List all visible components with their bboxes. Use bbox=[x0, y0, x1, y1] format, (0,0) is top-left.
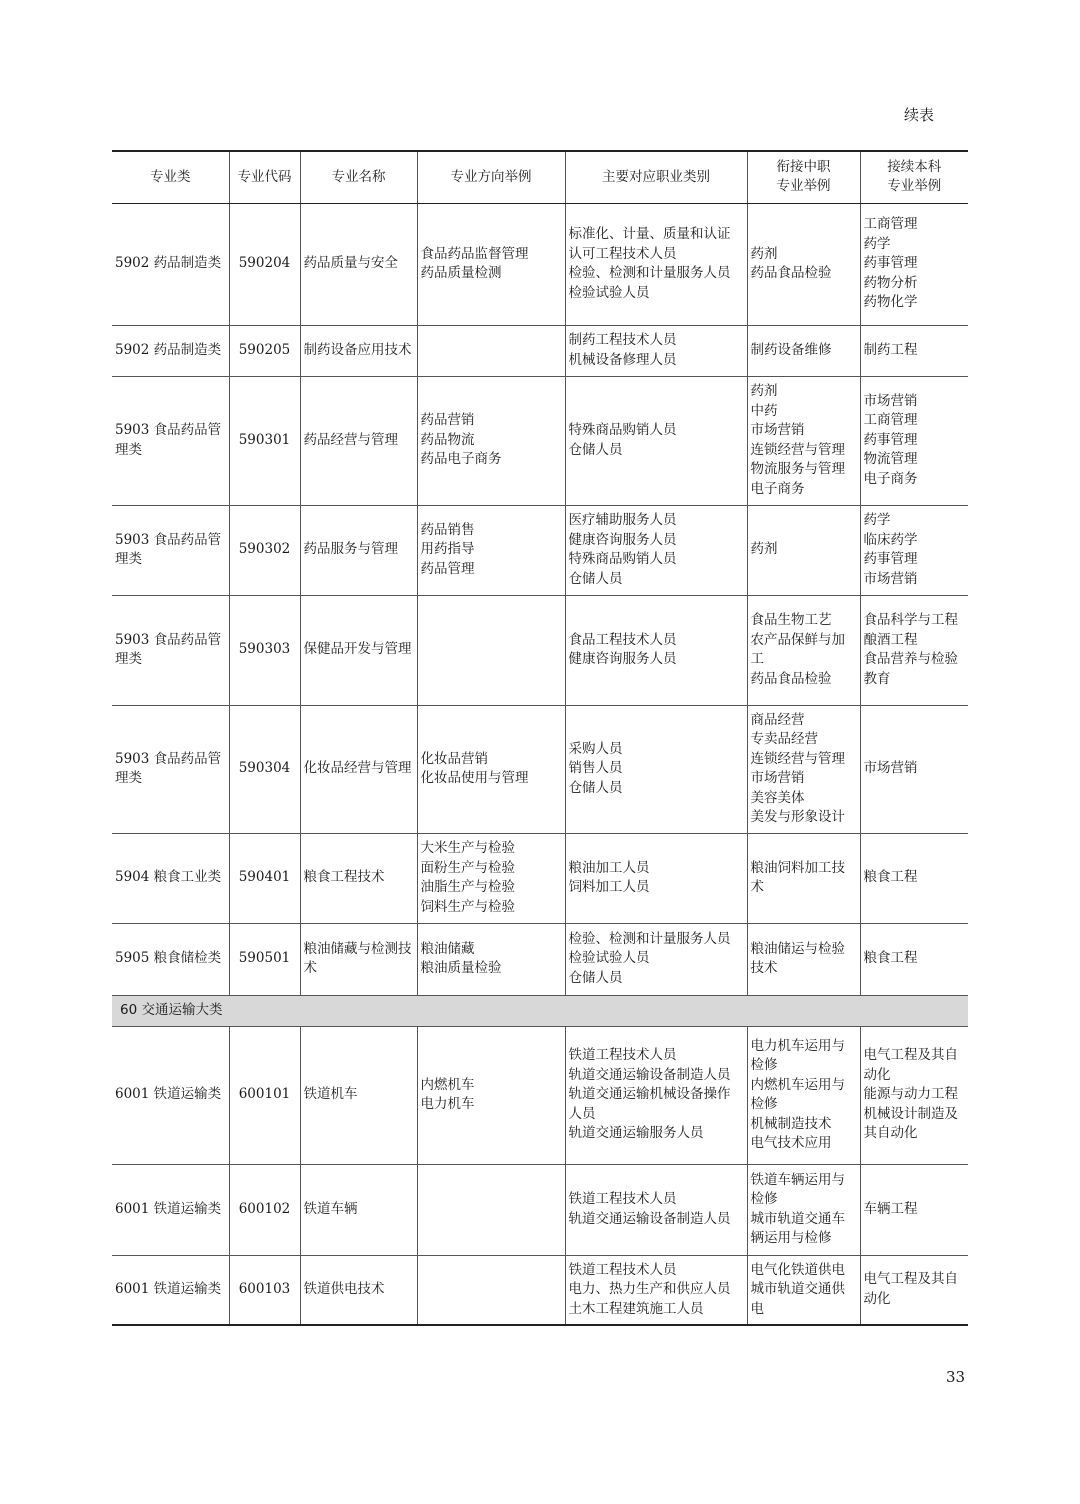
cell-occupations bbox=[565, 325, 747, 376]
cell-name: 药品质量与安全 bbox=[300, 203, 417, 325]
cell-line: 药品食品检验 bbox=[750, 265, 832, 281]
cell-line: 农产品保鲜与加工 bbox=[750, 631, 845, 667]
cell-directions bbox=[417, 1164, 565, 1255]
cell-secondary bbox=[747, 325, 860, 376]
header-category: 专业类 bbox=[112, 151, 229, 203]
cell-line: 粮油饲料加工技术 bbox=[750, 859, 845, 895]
cell-undergraduate bbox=[860, 1255, 968, 1325]
cell-secondary bbox=[747, 1026, 860, 1164]
cell-line: 大米生产与检验 bbox=[420, 840, 515, 856]
cell-line: 专卖品经营 bbox=[750, 731, 818, 747]
cell-line: 食品营养与检验教育 bbox=[863, 651, 958, 687]
cell-line: 物流服务与管理 bbox=[750, 461, 845, 477]
cell-line: 油脂生产与检验 bbox=[420, 879, 515, 895]
cell-directions bbox=[417, 833, 565, 923]
table-row bbox=[112, 1255, 968, 1325]
cell-line: 药品质量检测 bbox=[420, 265, 502, 281]
table-row bbox=[112, 1164, 968, 1255]
cell-line: 标准化、计量、质量和认证认可工程技术人员 bbox=[568, 226, 731, 262]
cell-line: 电力机车 bbox=[420, 1096, 475, 1112]
cell-line: 面粉生产与检验 bbox=[420, 859, 515, 876]
cell-secondary bbox=[747, 1255, 860, 1325]
cell-undergraduate bbox=[860, 325, 968, 376]
cell-line: 粮油储运与检验技术 bbox=[750, 940, 845, 976]
header-name: 专业名称 bbox=[300, 151, 417, 203]
cell-line: 物流管理 bbox=[863, 451, 918, 468]
cell-line: 电气技术应用 bbox=[750, 1135, 832, 1151]
section-row bbox=[112, 995, 968, 1026]
cell-line: 市场营销 bbox=[863, 760, 918, 777]
cell-line: 轨道交通运输设备制造人员 bbox=[568, 1210, 731, 1227]
cell-line: 城市轨道交通车辆运用与检修 bbox=[750, 1210, 845, 1246]
cell-line: 城市轨道交通供电 bbox=[750, 1281, 845, 1317]
table-header-row bbox=[112, 151, 968, 203]
cell-secondary bbox=[747, 505, 860, 595]
cell-undergraduate bbox=[860, 203, 968, 325]
cell-line: 检验、检测和计量服务人员 bbox=[568, 265, 731, 281]
cell-line: 药品食品检验 bbox=[750, 670, 832, 687]
cell-line: 连锁经营与管理 bbox=[750, 441, 845, 458]
cell-secondary bbox=[747, 595, 860, 705]
cell-line: 车辆工程 bbox=[863, 1200, 918, 1217]
major-catalog-table bbox=[112, 150, 968, 1326]
cell-directions bbox=[417, 1026, 565, 1164]
cell-line: 制药工程技术人员 bbox=[568, 332, 677, 348]
cell-line: 电气工程及其自动化 bbox=[863, 1271, 958, 1307]
cell-category: 6001 铁道运输类 bbox=[112, 1026, 229, 1164]
cell-undergraduate bbox=[860, 505, 968, 595]
cell-occupations bbox=[565, 376, 747, 505]
cell-line: 药剂 bbox=[750, 245, 778, 262]
cell-line: 市场营销 bbox=[863, 392, 918, 409]
table-row bbox=[112, 595, 968, 705]
table-row bbox=[112, 833, 968, 923]
cell-line: 特殊商品购销人员 bbox=[568, 551, 677, 567]
cell-code: 600101 bbox=[229, 1026, 300, 1164]
header-occupations: 主要对应职业类别 bbox=[565, 151, 747, 203]
cell-category: 6001 铁道运输类 bbox=[112, 1164, 229, 1255]
cell-line: 药学 bbox=[863, 235, 891, 252]
cell-occupations bbox=[565, 595, 747, 705]
cell-name: 制药设备应用技术 bbox=[300, 325, 417, 376]
cell-directions bbox=[417, 376, 565, 505]
cell-line: 饲料生产与检验 bbox=[420, 898, 515, 915]
cell-secondary bbox=[747, 833, 860, 923]
cell-line: 药品物流 bbox=[420, 431, 475, 448]
page-number: 33 bbox=[946, 1368, 966, 1386]
cell-category: 5903 食品药品管理类 bbox=[112, 376, 229, 505]
cell-secondary bbox=[747, 923, 860, 995]
cell-category: 5902 药品制造类 bbox=[112, 203, 229, 325]
cell-name: 药品经营与管理 bbox=[300, 376, 417, 505]
cell-line: 药剂 bbox=[750, 383, 778, 399]
cell-line: 药物化学 bbox=[863, 294, 918, 311]
cell-line: 轨道交通运输机械设备操作人员 bbox=[568, 1086, 731, 1122]
cell-line: 电力、热力生产和供应人员 bbox=[568, 1281, 731, 1297]
cell-line: 医疗辅助服务人员 bbox=[568, 512, 677, 528]
cell-line: 药事管理 bbox=[863, 255, 918, 272]
cell-line: 机械制造技术 bbox=[750, 1115, 832, 1132]
header-undergraduate: 接续本科 专业举例 bbox=[860, 151, 968, 203]
cell-line: 美发与形象设计 bbox=[750, 809, 845, 825]
cell-occupations bbox=[565, 203, 747, 325]
table-row bbox=[112, 1026, 968, 1164]
cell-line: 采购人员 bbox=[568, 740, 623, 757]
continued-label: 续表 bbox=[904, 106, 935, 124]
table-row bbox=[112, 376, 968, 505]
cell-directions bbox=[417, 203, 565, 325]
header-secondary: 衔接中职 专业举例 bbox=[747, 151, 860, 203]
cell-line: 商品经营 bbox=[750, 711, 805, 728]
cell-line: 药物分析 bbox=[863, 274, 918, 291]
cell-occupations bbox=[565, 705, 747, 833]
cell-line: 内燃机车 bbox=[420, 1076, 475, 1093]
cell-line: 酿酒工程 bbox=[863, 631, 918, 648]
cell-undergraduate bbox=[860, 833, 968, 923]
table-row bbox=[112, 325, 968, 376]
cell-code: 590401 bbox=[229, 833, 300, 923]
cell-name: 铁道机车 bbox=[300, 1026, 417, 1164]
cell-line: 粮食工程 bbox=[863, 869, 918, 886]
cell-line: 粮油质量检验 bbox=[420, 960, 502, 976]
cell-name: 保健品开发与管理 bbox=[300, 595, 417, 705]
cell-line: 仓储人员 bbox=[568, 441, 623, 458]
cell-category: 5905 粮食储检类 bbox=[112, 923, 229, 995]
cell-directions bbox=[417, 1255, 565, 1325]
cell-code: 590302 bbox=[229, 505, 300, 595]
table-body bbox=[112, 203, 968, 1325]
cell-occupations bbox=[565, 833, 747, 923]
cell-line: 食品药品监督管理 bbox=[420, 245, 529, 262]
table-row bbox=[112, 705, 968, 833]
cell-line: 药品营销 bbox=[420, 412, 475, 429]
cell-line: 仓储人员 bbox=[568, 779, 623, 796]
cell-line: 制药设备维修 bbox=[750, 341, 832, 358]
cell-line: 食品科学与工程 bbox=[863, 612, 958, 628]
cell-occupations bbox=[565, 1026, 747, 1164]
cell-line: 轨道交通运输服务人员 bbox=[568, 1125, 704, 1142]
cell-line: 粮食工程 bbox=[863, 950, 918, 967]
cell-directions bbox=[417, 595, 565, 705]
cell-line: 工商管理 bbox=[863, 216, 918, 233]
cell-line: 土木工程建筑施工人员 bbox=[568, 1300, 704, 1317]
cell-line: 临床药学 bbox=[863, 531, 918, 548]
cell-occupations bbox=[565, 1164, 747, 1255]
cell-line: 药品电子商务 bbox=[420, 451, 502, 468]
cell-line: 饲料加工人员 bbox=[568, 879, 650, 895]
cell-line: 销售人员 bbox=[568, 760, 623, 777]
cell-line: 健康咨询服务人员 bbox=[568, 531, 677, 548]
cell-line: 药事管理 bbox=[863, 431, 918, 448]
cell-line: 美容美体 bbox=[750, 789, 805, 806]
cell-name: 化妆品经营与管理 bbox=[300, 705, 417, 833]
table-row bbox=[112, 505, 968, 595]
header-directions: 专业方向举例 bbox=[417, 151, 565, 203]
cell-line: 仓储人员 bbox=[568, 969, 623, 986]
cell-line: 药品销售 bbox=[420, 521, 475, 538]
cell-undergraduate bbox=[860, 1026, 968, 1164]
cell-line: 食品生物工艺 bbox=[750, 612, 832, 628]
cell-category: 5904 粮食工业类 bbox=[112, 833, 229, 923]
cell-name: 铁道车辆 bbox=[300, 1164, 417, 1255]
cell-line: 轨道交通运输设备制造人员 bbox=[568, 1066, 731, 1083]
header-code: 专业代码 bbox=[229, 151, 300, 203]
cell-category: 5903 食品药品管理类 bbox=[112, 505, 229, 595]
cell-name: 粮食工程技术 bbox=[300, 833, 417, 923]
cell-line: 食品工程技术人员 bbox=[568, 631, 677, 648]
cell-line: 粮油加工人员 bbox=[568, 859, 650, 876]
cell-code: 590205 bbox=[229, 325, 300, 376]
cell-line: 药事管理 bbox=[863, 551, 918, 567]
cell-line: 市场营销 bbox=[750, 422, 805, 438]
cell-name: 粮油储藏与检测技术 bbox=[300, 923, 417, 995]
cell-occupations bbox=[565, 1255, 747, 1325]
cell-code: 590501 bbox=[229, 923, 300, 995]
cell-line: 铁道车辆运用与检修 bbox=[750, 1171, 845, 1207]
cell-line: 制药工程 bbox=[863, 341, 918, 358]
cell-line: 健康咨询服务人员 bbox=[568, 651, 677, 667]
cell-line: 药学 bbox=[863, 512, 891, 528]
cell-line: 市场营销 bbox=[863, 570, 918, 587]
cell-undergraduate bbox=[860, 1164, 968, 1255]
cell-code: 590304 bbox=[229, 705, 300, 833]
cell-category: 5903 食品药品管理类 bbox=[112, 595, 229, 705]
cell-line: 电子商务 bbox=[863, 470, 918, 487]
cell-line: 机械设备修理人员 bbox=[568, 351, 677, 368]
cell-name: 药品服务与管理 bbox=[300, 505, 417, 595]
cell-secondary bbox=[747, 203, 860, 325]
cell-code: 600102 bbox=[229, 1164, 300, 1255]
cell-occupations bbox=[565, 923, 747, 995]
cell-line: 检验、检测和计量服务人员 bbox=[568, 930, 731, 947]
cell-undergraduate bbox=[860, 376, 968, 505]
cell-line: 电力机车运用与检修 bbox=[750, 1037, 845, 1073]
cell-directions bbox=[417, 505, 565, 595]
cell-line: 机械设计制造及其自动化 bbox=[863, 1105, 958, 1142]
cell-line: 粮油储藏 bbox=[420, 940, 475, 957]
cell-code: 600103 bbox=[229, 1255, 300, 1325]
cell-line: 特殊商品购销人员 bbox=[568, 422, 677, 438]
cell-secondary bbox=[747, 376, 860, 505]
cell-line: 内燃机车运用与检修 bbox=[750, 1076, 845, 1112]
cell-code: 590301 bbox=[229, 376, 300, 505]
cell-line: 铁道工程技术人员 bbox=[568, 1191, 677, 1207]
cell-line: 铁道工程技术人员 bbox=[568, 1047, 677, 1064]
cell-line: 工商管理 bbox=[863, 412, 918, 429]
cell-code: 590204 bbox=[229, 203, 300, 325]
table-row bbox=[112, 203, 968, 325]
cell-undergraduate bbox=[860, 595, 968, 705]
cell-secondary bbox=[747, 1164, 860, 1255]
cell-category: 5902 药品制造类 bbox=[112, 325, 229, 376]
cell-line: 市场营销 bbox=[750, 770, 805, 786]
cell-line: 连锁经营与管理 bbox=[750, 750, 845, 767]
cell-line: 电气化铁道供电 bbox=[750, 1261, 845, 1278]
cell-undergraduate bbox=[860, 705, 968, 833]
cell-undergraduate bbox=[860, 923, 968, 995]
cell-directions bbox=[417, 705, 565, 833]
cell-line: 能源与动力工程 bbox=[863, 1086, 958, 1103]
cell-line: 药品管理 bbox=[420, 560, 475, 577]
cell-line: 用药指导 bbox=[420, 541, 475, 558]
cell-code: 590303 bbox=[229, 595, 300, 705]
cell-line: 检验试验人员 bbox=[568, 284, 650, 301]
cell-line: 铁道工程技术人员 bbox=[568, 1261, 677, 1278]
cell-line: 仓储人员 bbox=[568, 570, 623, 587]
cell-category: 5903 食品药品管理类 bbox=[112, 705, 229, 833]
cell-directions bbox=[417, 923, 565, 995]
cell-line: 电气工程及其自动化 bbox=[863, 1047, 958, 1083]
cell-line: 药剂 bbox=[750, 541, 778, 558]
cell-line: 检验试验人员 bbox=[568, 950, 650, 967]
cell-line: 化妆品营销 bbox=[420, 750, 488, 767]
cell-directions bbox=[417, 325, 565, 376]
table-row bbox=[112, 923, 968, 995]
cell-line: 中药 bbox=[750, 402, 778, 419]
cell-occupations bbox=[565, 505, 747, 595]
cell-secondary bbox=[747, 705, 860, 833]
section-label: 60 交通运输大类 bbox=[112, 995, 968, 1026]
cell-line: 电子商务 bbox=[750, 480, 805, 497]
cell-category: 6001 铁道运输类 bbox=[112, 1255, 229, 1325]
cell-line: 化妆品使用与管理 bbox=[420, 770, 529, 786]
cell-name: 铁道供电技术 bbox=[300, 1255, 417, 1325]
